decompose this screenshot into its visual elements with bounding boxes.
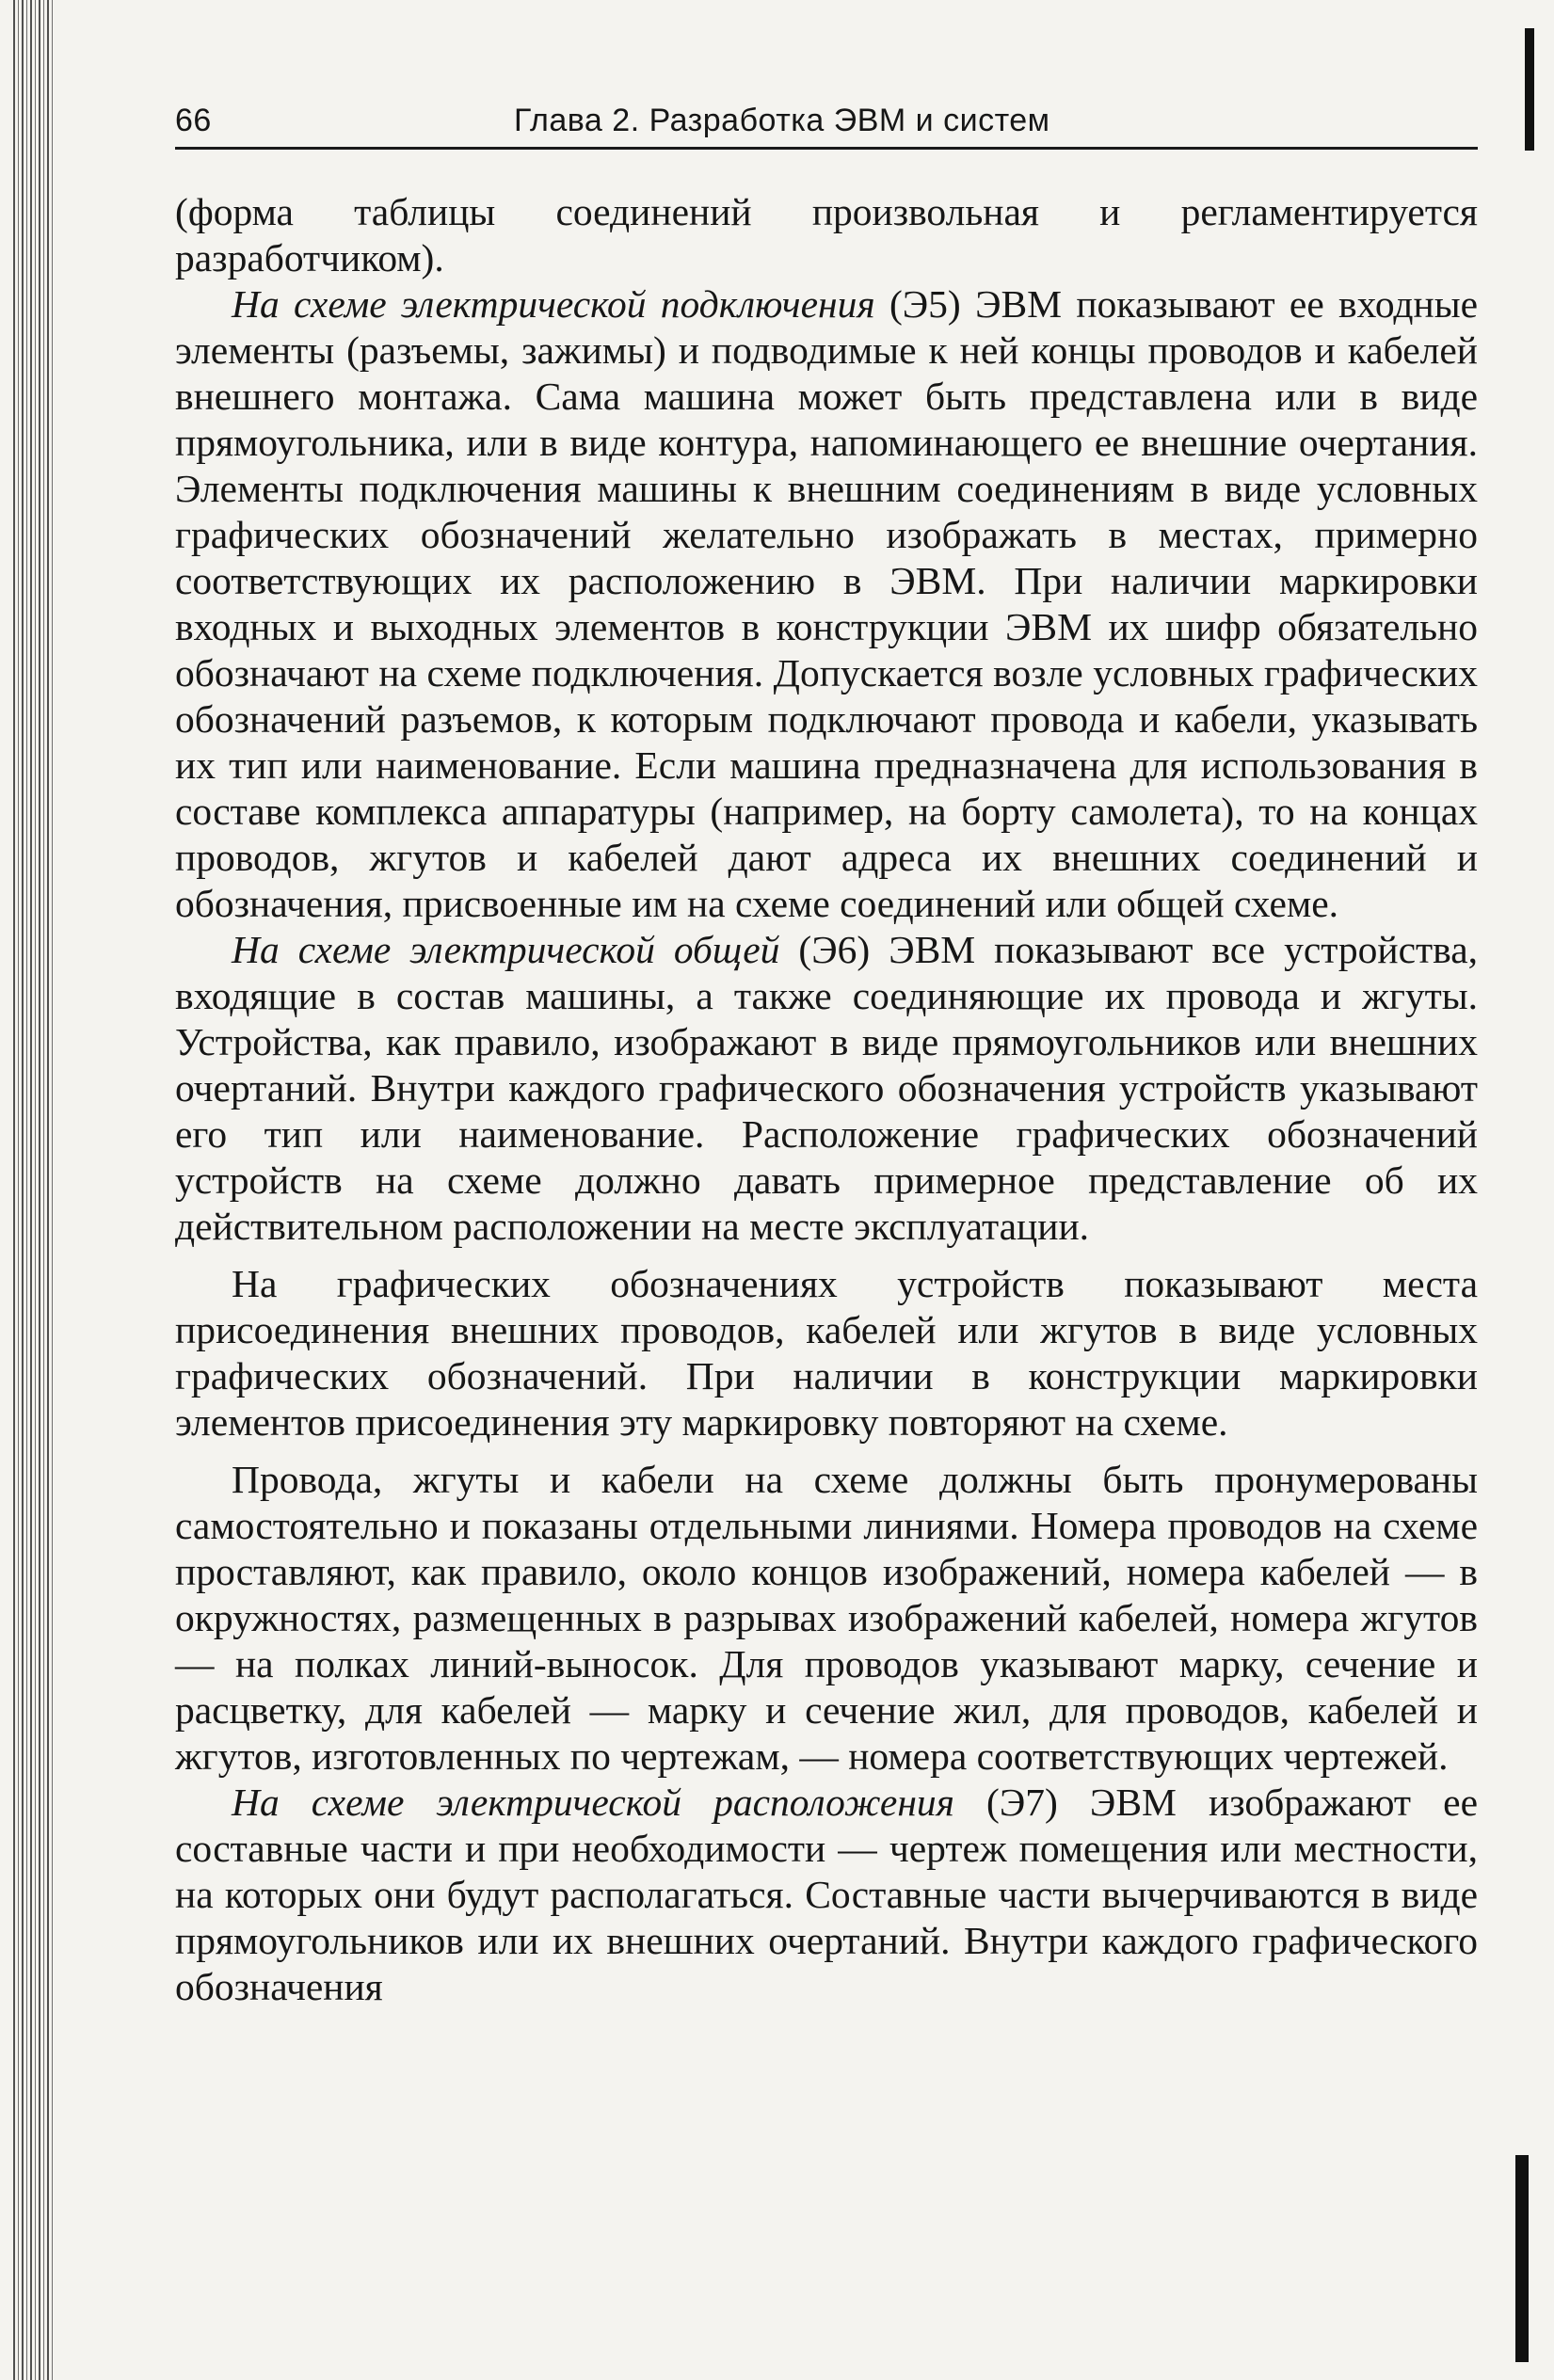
book-page (175, 94, 1478, 2010)
paragraph-text: На графических обозначениях устройств показывают места присоединения внешних проводов, кабелей или жгутов в виде условных графических обозначений. При наличии в конструкции маркировки элементов присоединения эту маркировку повторяют на схеме. (175, 1262, 1478, 1444)
paragraph-text: Провода, жгуты и кабели на схеме должны быть пронумерованы самостоятельно и показаны отдельными линиями. Номера проводов на схеме проставляют, как правило, около концов изображений, номера кабелей — в окружностях, размещенных в разрывах изображений кабелей, номера жгутов — на полках линий-выносок. Для проводов указывают марку, сечение и расцветку, для кабелей — марку и сечение жил, для проводов, кабелей и жгутов, изготовленных по чертежам, — номера соответствующих чертежей. (175, 1458, 1478, 1778)
page-number: 66 (175, 103, 212, 138)
scan-mark-bottom (1515, 2155, 1529, 2362)
paragraph (175, 1261, 1478, 1446)
paragraph-text: (Э7) ЭВМ изображают ее составные части и при необходимости — чертеж помещения или местности, на которых они будут располагаться. Составные части вычерчиваются в виде прямоугольников или их внешних очертаний. Внутри каждого графического обозначения (175, 1781, 1478, 2008)
italic-term: На схеме электрической расположения (232, 1781, 954, 1824)
scan-edge-artifact (13, 0, 55, 2380)
italic-term: На схеме электрической общей (232, 928, 780, 971)
running-head (175, 94, 1478, 150)
paragraph (175, 1780, 1478, 2010)
body-text (175, 189, 1478, 2010)
paragraph (175, 189, 1478, 281)
chapter-title: Глава 2. Разработка ЭВМ и систем (514, 103, 1050, 138)
paragraph (175, 927, 1478, 1250)
paragraph-text: (форма таблицы соединений произвольная и регламентируется разработчиком). (175, 190, 1478, 280)
paragraph (175, 1457, 1478, 1780)
paragraph-text: (Э5) ЭВМ показывают ее входные элементы (разъемы, зажимы) и подводимые к ней концы проводов и кабелей внешнего монтажа. Сама машина может быть представлена или в виде прямоугольника, или в виде контура, напоминающего ее внешние очертания. Элементы подключения машины к внешним соединениям в виде условных графических обозначений желательно изображать в местах, примерно соответствующих их расположению в ЭВМ. При наличии маркировки входных и выходных элементов в конструкции ЭВМ их шифр обязательно обозначают на схеме подключения. Допускается возле условных графических обозначений разъемов, к которым подключают провода и кабели, указывать их тип или наименование. Если машина предназначена для использования в составе комплекса аппаратуры (например, на борту самолета), то на концах проводов, жгутов и кабелей дают адреса их внешних соединений и обозначения, присвоенные им на схеме соединений или общей схеме. (175, 282, 1479, 925)
paragraph-text: (Э6) ЭВМ показывают все устройства, входящие в состав машины, а также соединяющие их провода и жгуты. Устройства, как правило, изображают в виде прямоугольников или внешних очертаний. Внутри каждого графического обозначения устройств указывают его тип или наименование. Расположение графических обозначений устройств на схеме должно давать примерное представление об их действительном расположении на месте эксплуатации. (175, 928, 1478, 1248)
italic-term: На схеме электрической подключения (232, 282, 875, 326)
scan-mark-top (1525, 28, 1534, 151)
paragraph (175, 281, 1478, 927)
